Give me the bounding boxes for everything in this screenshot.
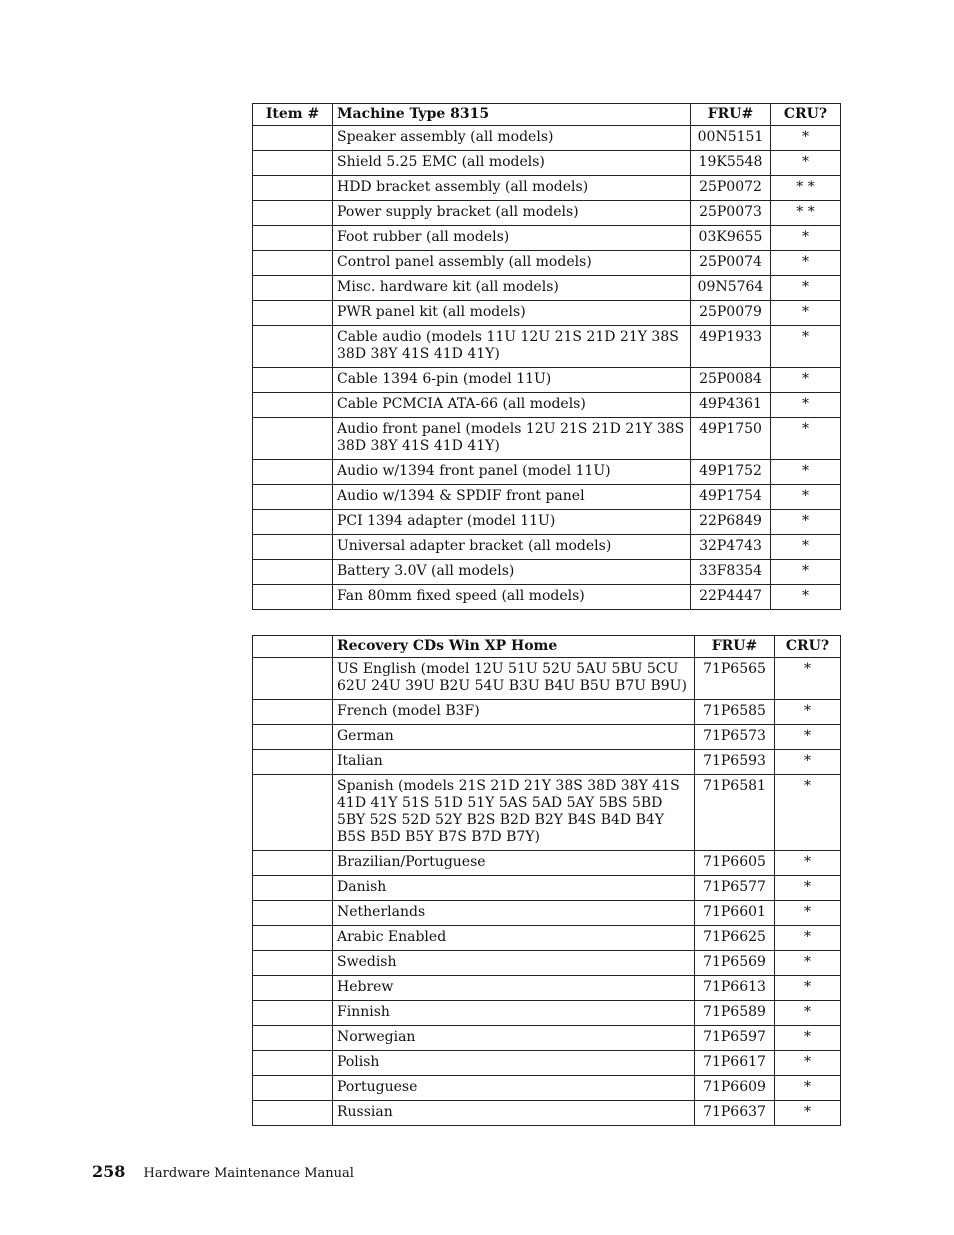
table-row (253, 585, 841, 610)
cell-description: Russian (333, 1101, 695, 1126)
cell-item (253, 485, 333, 510)
cell-cru: * (771, 585, 841, 610)
cell-cru: * (775, 775, 841, 851)
cell-description: Speaker assembly (all models) (333, 126, 691, 151)
cell-item (253, 510, 333, 535)
cell-fru: 22P4447 (691, 585, 771, 610)
cell-item (253, 535, 333, 560)
cell-description: HDD bracket assembly (all models) (333, 176, 691, 201)
cell-fru: 19K5548 (691, 151, 771, 176)
table-row (253, 775, 841, 851)
cell-item (253, 725, 333, 750)
header-description: Machine Type 8315 (333, 104, 691, 126)
cell-fru: 71P6609 (695, 1076, 775, 1101)
cell-item (253, 750, 333, 775)
cell-description: PWR panel kit (all models) (333, 301, 691, 326)
cell-item (253, 700, 333, 725)
cell-fru: 09N5764 (691, 276, 771, 301)
table-row (253, 326, 841, 368)
cell-fru: 71P6625 (695, 926, 775, 951)
cell-fru: 49P1933 (691, 326, 771, 368)
cell-item (253, 1076, 333, 1101)
cell-fru: 49P1752 (691, 460, 771, 485)
cell-cru: * (775, 750, 841, 775)
cell-description: Hebrew (333, 976, 695, 1001)
table-row (253, 418, 841, 460)
table-body (253, 126, 841, 610)
table-row (253, 460, 841, 485)
table-row (253, 750, 841, 775)
cell-cru: * (775, 926, 841, 951)
cell-cru: * (771, 251, 841, 276)
cell-item (253, 901, 333, 926)
cell-item (253, 1051, 333, 1076)
cell-item (253, 418, 333, 460)
cell-cru: * (775, 976, 841, 1001)
cell-cru: * (771, 460, 841, 485)
table-row (253, 510, 841, 535)
table-body (253, 658, 841, 1126)
table-header-row (253, 636, 841, 658)
table-row (253, 901, 841, 926)
table-row (253, 151, 841, 176)
header-description: Recovery CDs Win XP Home (333, 636, 695, 658)
cell-description: Foot rubber (all models) (333, 226, 691, 251)
cell-description: Cable PCMCIA ATA-66 (all models) (333, 393, 691, 418)
cell-cru: * (771, 510, 841, 535)
cell-fru: 49P1754 (691, 485, 771, 510)
cell-fru: 33F8354 (691, 560, 771, 585)
cell-item (253, 926, 333, 951)
cell-item (253, 326, 333, 368)
cell-fru: 71P6569 (695, 951, 775, 976)
cell-cru: * (771, 535, 841, 560)
cell-description: Polish (333, 1051, 695, 1076)
cell-item (253, 226, 333, 251)
cell-cru: * (771, 485, 841, 510)
cell-cru: * * (771, 176, 841, 201)
cell-fru: 32P4743 (691, 535, 771, 560)
cell-description: German (333, 725, 695, 750)
table-row (253, 560, 841, 585)
cell-item (253, 851, 333, 876)
page-number: 258 (92, 1162, 126, 1181)
cell-item (253, 393, 333, 418)
table-row (253, 951, 841, 976)
cell-item (253, 951, 333, 976)
cell-description: Shield 5.25 EMC (all models) (333, 151, 691, 176)
cell-item (253, 775, 333, 851)
table-row (253, 276, 841, 301)
cell-description: Battery 3.0V (all models) (333, 560, 691, 585)
cell-description: US English (model 12U 51U 52U 5AU 5BU 5CU 62U 24U 39U B2U 54U B3U B4U B5U B7U B9U) (333, 658, 695, 700)
cell-item (253, 276, 333, 301)
cell-description: Norwegian (333, 1026, 695, 1051)
header-fru: FRU# (695, 636, 775, 658)
cell-description: Power supply bracket (all models) (333, 201, 691, 226)
cell-fru: 71P6601 (695, 901, 775, 926)
cell-cru: * (775, 876, 841, 901)
cell-cru: * (775, 851, 841, 876)
cell-fru: 71P6573 (695, 725, 775, 750)
table-row (253, 368, 841, 393)
cell-cru: * (771, 126, 841, 151)
table-header-row (253, 104, 841, 126)
cell-description: Audio w/1394 front panel (model 11U) (333, 460, 691, 485)
cell-fru: 25P0073 (691, 201, 771, 226)
table-row (253, 876, 841, 901)
cell-fru: 25P0074 (691, 251, 771, 276)
table-row (253, 1076, 841, 1101)
cell-cru: * (775, 700, 841, 725)
cell-description: Arabic Enabled (333, 926, 695, 951)
cell-cru: * (771, 560, 841, 585)
table-row (253, 700, 841, 725)
table-row (253, 393, 841, 418)
cell-item (253, 251, 333, 276)
table-row (253, 126, 841, 151)
cell-item (253, 585, 333, 610)
cell-cru: * (775, 951, 841, 976)
cell-item (253, 1026, 333, 1051)
cell-description: Cable audio (models 11U 12U 21S 21D 21Y 38S 38D 38Y 41S 41D 41Y) (333, 326, 691, 368)
parts-table-machine-type (252, 103, 841, 610)
cell-description: Fan 80mm fixed speed (all models) (333, 585, 691, 610)
cell-fru: 71P6617 (695, 1051, 775, 1076)
cell-fru: 25P0079 (691, 301, 771, 326)
cell-description: Swedish (333, 951, 695, 976)
cell-cru: * (771, 226, 841, 251)
table-row (253, 251, 841, 276)
header-cru: CRU? (771, 104, 841, 126)
cell-fru: 71P6581 (695, 775, 775, 851)
cell-cru: * (775, 1001, 841, 1026)
cell-description: French (model B3F) (333, 700, 695, 725)
table-row (253, 725, 841, 750)
cell-cru: * (775, 1051, 841, 1076)
table-row (253, 1001, 841, 1026)
cell-item (253, 301, 333, 326)
cell-item (253, 1001, 333, 1026)
cell-fru: 71P6577 (695, 876, 775, 901)
cell-fru: 71P6597 (695, 1026, 775, 1051)
cell-fru: 71P6613 (695, 976, 775, 1001)
cell-description: Audio w/1394 & SPDIF front panel (333, 485, 691, 510)
cell-item (253, 368, 333, 393)
cell-fru: 25P0072 (691, 176, 771, 201)
cell-cru: * (775, 725, 841, 750)
cell-cru: * (771, 301, 841, 326)
cell-description: Finnish (333, 1001, 695, 1026)
cell-fru: 49P1750 (691, 418, 771, 460)
cell-item (253, 658, 333, 700)
header-fru: FRU# (691, 104, 771, 126)
cell-cru: * (771, 276, 841, 301)
cell-description: Portuguese (333, 1076, 695, 1101)
cell-description: Cable 1394 6-pin (model 11U) (333, 368, 691, 393)
cell-description: Misc. hardware kit (all models) (333, 276, 691, 301)
cell-description: Italian (333, 750, 695, 775)
cell-fru: 25P0084 (691, 368, 771, 393)
cell-fru: 49P4361 (691, 393, 771, 418)
table-row (253, 851, 841, 876)
cell-cru: * (775, 1101, 841, 1126)
cell-item (253, 201, 333, 226)
header-item (253, 636, 333, 658)
cell-description: Spanish (models 21S 21D 21Y 38S 38D 38Y 41S 41D 41Y 51S 51D 51Y 5AS 5AD 5AY 5BS 5BD 5BY 52S 52D 52Y B2S B2D B2Y B4S B4D B4Y B5S B5D B5Y B7S B7D B7Y) (333, 775, 695, 851)
cell-fru: 71P6605 (695, 851, 775, 876)
cell-description: PCI 1394 adapter (model 11U) (333, 510, 691, 535)
cell-description: Audio front panel (models 12U 21S 21D 21Y 38S 38D 38Y 41S 41D 41Y) (333, 418, 691, 460)
table-row (253, 201, 841, 226)
cell-fru: 71P6593 (695, 750, 775, 775)
cell-description: Netherlands (333, 901, 695, 926)
cell-fru: 71P6589 (695, 1001, 775, 1026)
table-row (253, 976, 841, 1001)
cell-description: Universal adapter bracket (all models) (333, 535, 691, 560)
cell-description: Brazilian/Portuguese (333, 851, 695, 876)
table-row (253, 1101, 841, 1126)
cell-item (253, 560, 333, 585)
table-row (253, 1026, 841, 1051)
cell-fru: 71P6565 (695, 658, 775, 700)
cell-item (253, 151, 333, 176)
cell-item (253, 126, 333, 151)
cell-cru: * (775, 901, 841, 926)
cell-cru: * (771, 418, 841, 460)
cell-fru: 03K9655 (691, 226, 771, 251)
cell-fru: 71P6585 (695, 700, 775, 725)
table-row (253, 485, 841, 510)
table-row (253, 301, 841, 326)
cell-cru: * * (771, 201, 841, 226)
parts-table-recovery-cds (252, 635, 841, 1126)
cell-cru: * (771, 151, 841, 176)
cell-item (253, 1101, 333, 1126)
page-footer (92, 1162, 354, 1181)
cell-item (253, 976, 333, 1001)
footer-title: Hardware Maintenance Manual (143, 1166, 354, 1181)
cell-cru: * (775, 1026, 841, 1051)
table-row (253, 1051, 841, 1076)
cell-fru: 71P6637 (695, 1101, 775, 1126)
cell-cru: * (771, 368, 841, 393)
cell-cru: * (771, 393, 841, 418)
cell-item (253, 176, 333, 201)
table-row (253, 926, 841, 951)
cell-item (253, 460, 333, 485)
table-row (253, 535, 841, 560)
cell-description: Danish (333, 876, 695, 901)
table-row (253, 176, 841, 201)
cell-cru: * (775, 1076, 841, 1101)
cell-item (253, 876, 333, 901)
cell-cru: * (775, 658, 841, 700)
table-row (253, 658, 841, 700)
header-cru: CRU? (775, 636, 841, 658)
cell-fru: 00N5151 (691, 126, 771, 151)
cell-description: Control panel assembly (all models) (333, 251, 691, 276)
header-item: Item # (253, 104, 333, 126)
cell-fru: 22P6849 (691, 510, 771, 535)
cell-cru: * (771, 326, 841, 368)
table-row (253, 226, 841, 251)
